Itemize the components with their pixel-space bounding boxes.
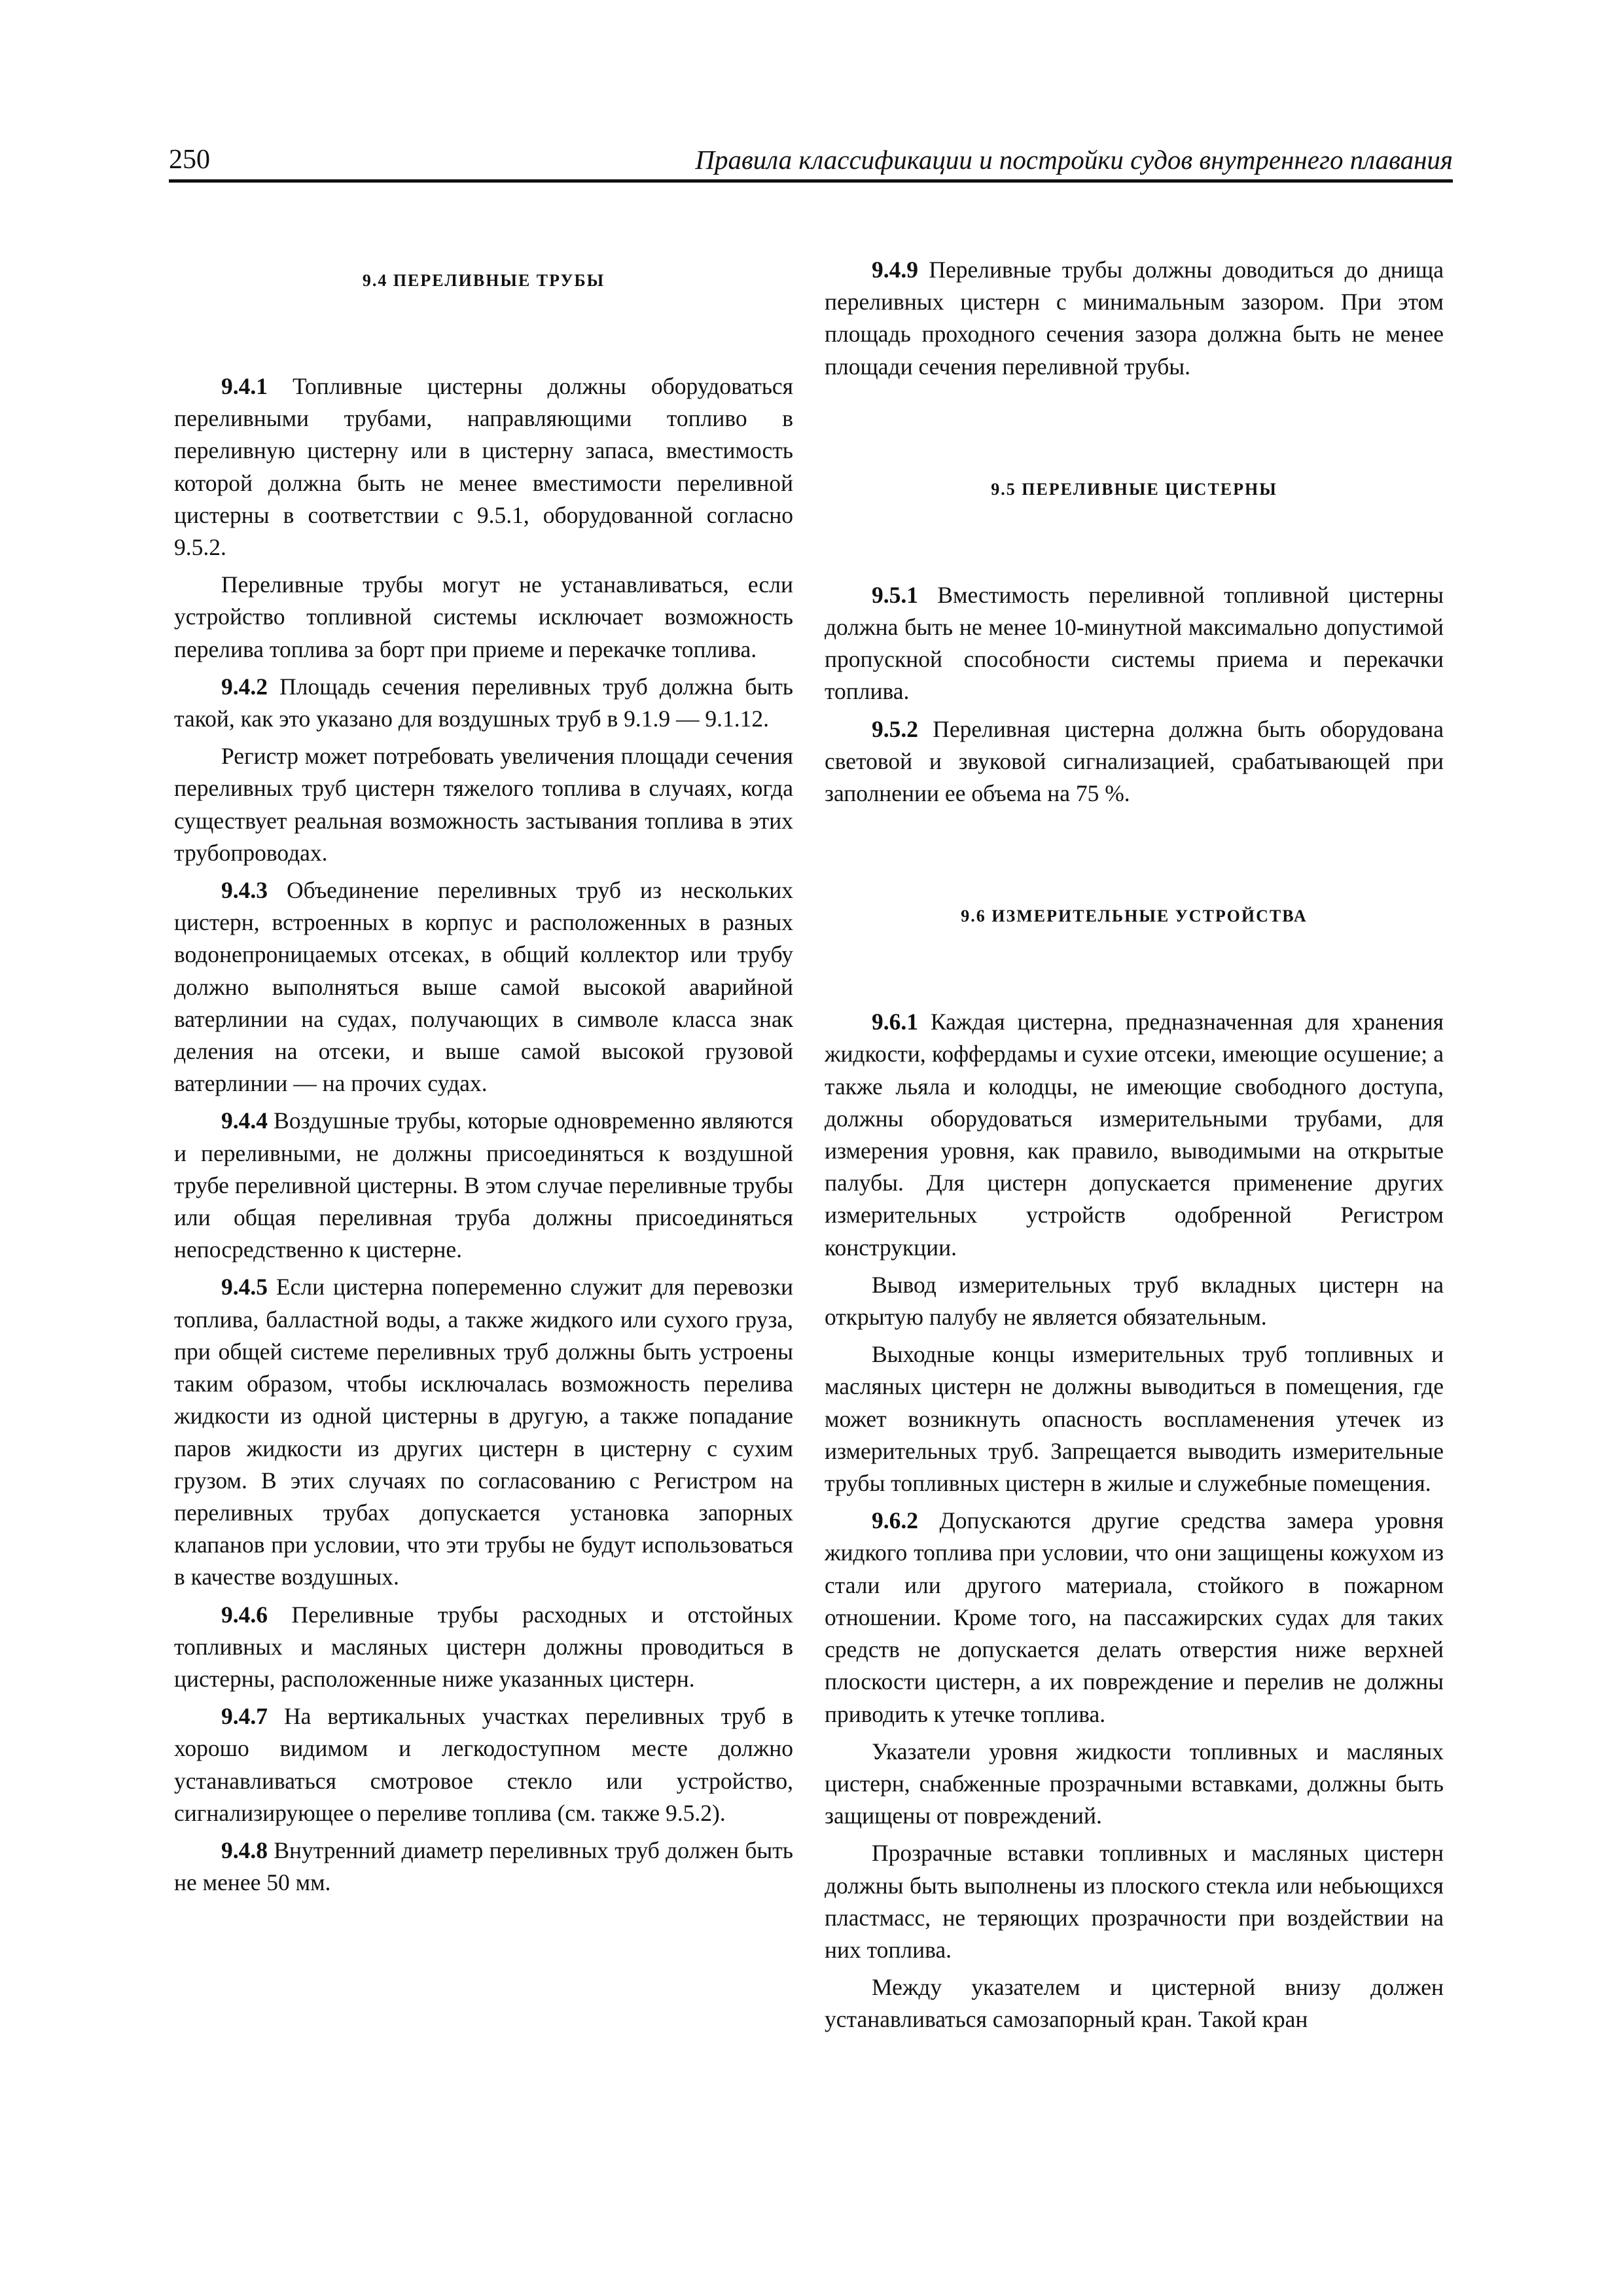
paragraph [825,1338,1444,1499]
section-heading-9-4: 9.4 ПЕРЕЛИВНЫЕ ТРУБЫ [362,271,605,290]
clause-9-4-3 [174,874,793,1100]
clause-number: 9.4.8 [221,1837,268,1863]
page-header [169,143,1453,183]
clause-text: Каждая цистерна, предназначенная для хранения жидкости, коффердамы и сухие отсеки, имеющие осушение; а также льяла и колодцы, не имеющие свободного доступа, должны оборудоваться измерительными трубами, для измерения уровня, как правило, выводимыми на открытые палубы. Для цистерн допускается применение других измерительных устройств одобренной Регистром конструкции. [825,1009,1444,1261]
paragraph-text: Прозрачные вставки топливных и масляных цистерн должны быть выполнены из плоского стекла или небьющихся пластмасс, не теряющих прозрачности при воздействии на них топлива. [825,1840,1444,1963]
clause-text: На вертикальных участках переливных труб в хорошо видимом и легкодоступном месте должно устанавливаться смотровое стекло или устройство, сигнализирующее о переливе топлива (см. также 9.5.2). [174,1703,793,1826]
clause-number: 9.5.2 [872,715,918,742]
paragraph [174,569,793,666]
clause-9-5-1 [825,579,1444,708]
clause-9-6-2 [825,1505,1444,1730]
clause-number: 9.6.1 [872,1009,918,1035]
clause-9-4-2 [174,671,793,735]
paragraph [825,1837,1444,1966]
clause-9-4-5 [174,1271,793,1593]
clause-9-4-7 [174,1700,793,1829]
clause-number: 9.4.2 [221,673,268,700]
paragraph-text: Выходные концы измерительных труб топливных и масляных цистерн не должны выводиться в помещения, где может возникнуть опасность воспламенения утечек из измерительных труб. Запрещается выводить измерительные трубы топливных цистерн в жилые и служебные помещения. [825,1341,1444,1497]
clause-number: 9.5.1 [872,581,918,608]
clause-number: 9.4.9 [872,257,918,283]
running-title: Правила классификации и постройки судов внутреннего плавания [695,145,1453,175]
clause-text: Воздушные трубы, которые одновременно являются и переливными, не должны присоединяться к воздушной трубе переливной цистерны. В этом случае переливные трубы или общая переливная труба должны присоединяться непосредственно к цистерне. [174,1107,793,1263]
paragraph [825,1269,1444,1333]
clause-number: 9.4.3 [221,877,268,904]
clause-9-4-1 [174,370,793,564]
clause-number: 9.4.4 [221,1107,268,1134]
paragraph [174,740,793,869]
paragraph [825,1736,1444,1833]
clause-number: 9.4.5 [221,1274,268,1300]
clause-9-5-2 [825,713,1444,810]
section-heading-9-6: 9.6 ИЗМЕРИТЕЛЬНЫЕ УСТРОЙСТВА [961,906,1308,926]
clause-number: 9.4.6 [221,1601,268,1628]
clause-text: Внутренний диаметр переливных труб должен быть не менее 50 мм. [174,1837,793,1896]
paragraph-text: Переливные трубы могут не устанавливаться, если устройство топливной системы исключает возможность перелива топлива за борт при приеме и перекачке топлива. [174,571,793,662]
clause-text: Вместимость переливной топливной цистерны должна быть не менее 10-минутной максимально допустимой пропускной способности системы приема и перекачки топлива. [825,581,1444,705]
clause-text: Топливные цистерны должны оборудоваться переливными трубами, направляющими топливо в переливную цистерну или в цистерну запаса, вместимость которой должна быть не менее вместимости переливной цистерны в соответствии с 9.5.1, оборудованной согласно 9.5.2. [174,373,793,561]
left-column [174,254,793,1904]
paragraph [825,1971,1444,2036]
paragraph-text: Регистр может потребовать увеличения площади сечения переливных труб цистерн тяжелого топлива в случаях, когда существует реальная возможность застывания топлива в этих трубопроводах. [174,743,793,866]
section-heading-9-5: 9.5 ПЕРЕЛИВНЫЕ ЦИСТЕРНЫ [991,479,1277,499]
right-column [825,254,1444,2041]
page-number: 250 [169,145,210,175]
clause-9-4-9 [825,254,1444,383]
clause-9-4-8 [174,1835,793,1899]
paragraph-text: Указатели уровня жидкости топливных и масляных цистерн, снабженные прозрачными вставками, должны быть защищены от повреждений. [825,1738,1444,1829]
clause-number: 9.6.2 [872,1507,918,1534]
clause-text: Переливная цистерна должна быть оборудована световой и звуковой сигнализацией, срабатывающей при заполнении ее объема на 75 %. [825,715,1444,807]
paragraph-text: Между указателем и цистерной внизу должен устанавливаться самозапорный кран. Такой кран [825,1974,1444,2033]
clause-text: Допускаются другие средства замера уровня жидкого топлива при условии, что они защищены кожухом из стали или другого материала, стойкого в пожарном отношении. Кроме того, на пассажирских судах для таких средств не допускается делать отверстия ниже верхней плоскости цистерн, а их повреждение и перелив не должны приводить к утечке топлива. [825,1507,1444,1727]
clause-number: 9.4.1 [221,373,268,399]
clause-text: Если цистерна попеременно служит для перевозки топлива, балластной воды, а также жидкого или сухого груза, при общей системе переливных труб должны быть устроены таким образом, чтобы исключалась возможность перелива жидкости из одной цистерны в другую, а также попадание паров жидкости из других цистерн в цистерну с сухим грузом. В этих случаях по согласованию с Регистром на переливных трубах допускается установка запорных клапанов при условии, что эти трубы не будут использоваться в качестве воздушных. [174,1274,793,1590]
clause-text: Переливные трубы должны доводиться до днища переливных цистерн с минимальным зазором. При этом площадь проходного сечения зазора должна быть не менее площади сечения переливной трубы. [825,257,1444,380]
clause-9-4-6 [174,1599,793,1696]
clause-number: 9.4.7 [221,1703,268,1730]
paragraph-text: Вывод измерительных труб вкладных цистерн на открытую палубу не является обязательным. [825,1271,1444,1331]
clause-text: Объединение переливных труб из нескольких цистерн, встроенных в корпус и расположенных в разных водонепроницаемых отсеках, в общий коллектор или трубу должно выполняться выше самой высокой аварийной ватерлинии на судах, получающих в символе класса знак деления на отсеки, и выше самой высокой грузовой ватерлинии — на прочих судах. [174,877,793,1097]
clause-9-4-4 [174,1105,793,1266]
clause-text: Площадь сечения переливных труб должна быть такой, как это указано для воздушных труб в 9.1.9 — 9.1.12. [174,673,793,732]
clause-9-6-1 [825,1006,1444,1264]
clause-text: Переливные трубы расходных и отстойных топливных и масляных цистерн должны проводиться в цистерны, расположенные ниже указанных цистерн. [174,1601,793,1692]
